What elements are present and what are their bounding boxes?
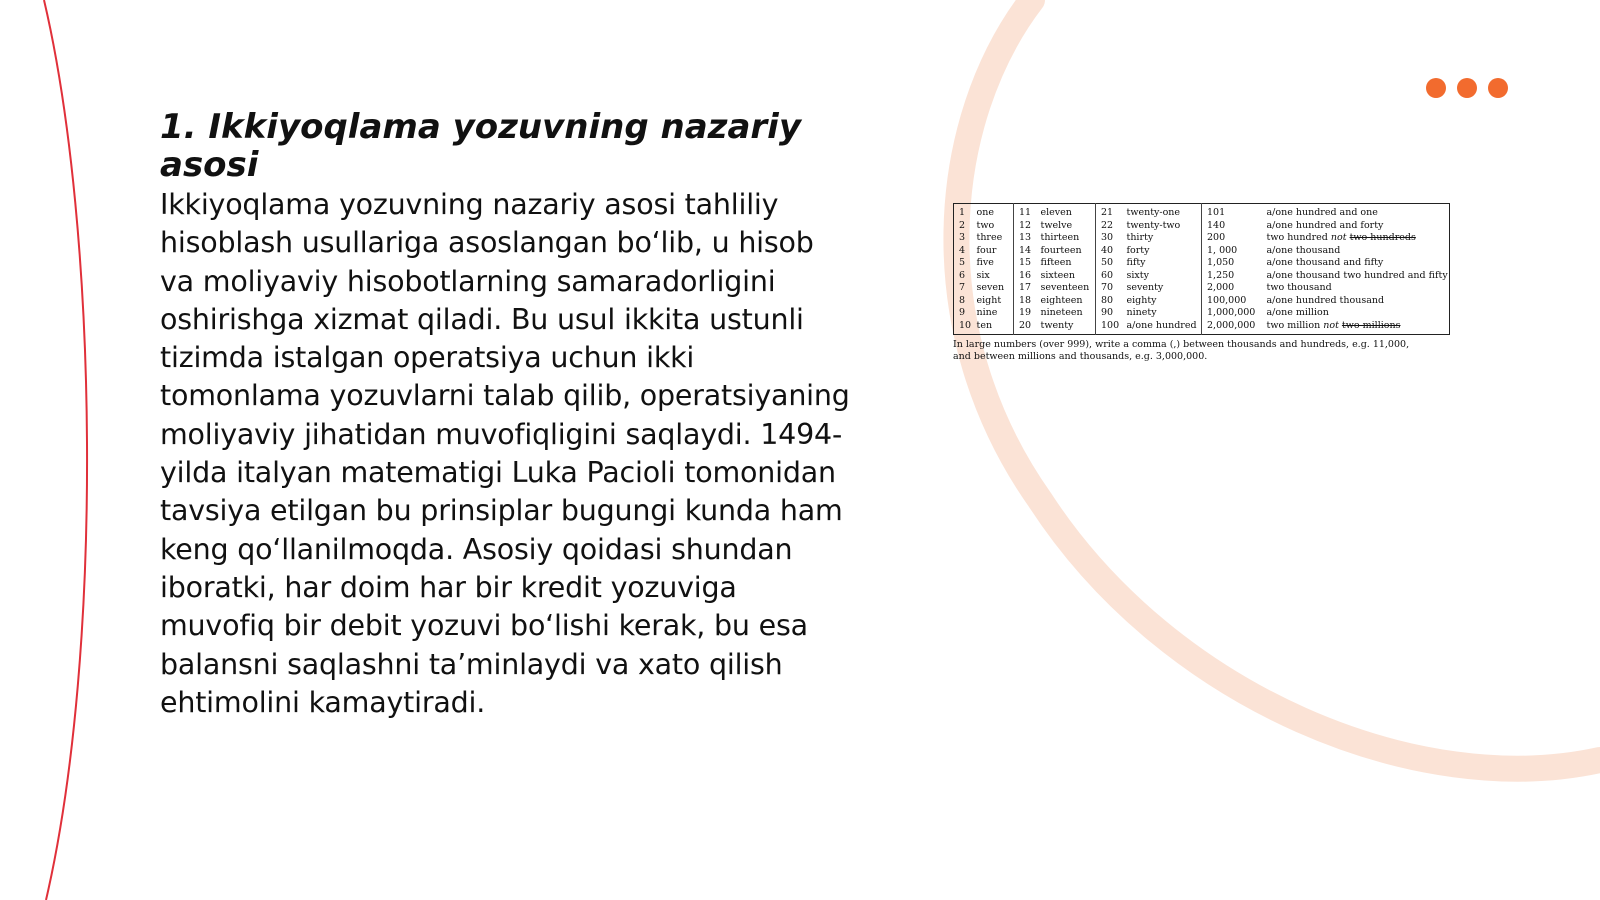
table-cell: 7 <box>959 282 966 293</box>
table-cell: ninety <box>1122 307 1202 320</box>
table-cell: a/one hundred thousand <box>1266 294 1385 306</box>
table-cell: twelve <box>1036 220 1096 233</box>
table-cell: fourteen <box>1036 245 1096 258</box>
table-row <box>954 307 1450 320</box>
number-table-figure <box>953 203 1449 363</box>
table-cell: a/one hundred <box>1122 320 1202 335</box>
not-label: not <box>1330 232 1347 243</box>
table-cell: 60 <box>1101 269 1114 281</box>
table-cell: 100 <box>1101 319 1120 331</box>
table-cell: eight <box>972 295 1014 308</box>
table-cell: 40 <box>1101 244 1114 256</box>
table-row <box>954 232 1450 245</box>
table-cell: nine <box>972 307 1014 320</box>
table-cell: eleven <box>1036 204 1096 220</box>
incorrect-form-text: two millions <box>1341 319 1401 331</box>
table-row <box>954 204 1450 220</box>
table-row <box>954 320 1450 335</box>
table-cell: forty <box>1122 245 1202 258</box>
table-cell: sixty <box>1122 270 1202 283</box>
table-cell: 10 <box>959 319 972 331</box>
table-cell: thirteen <box>1036 232 1096 245</box>
table-cell: ten <box>972 320 1014 335</box>
table-cell: 6 <box>959 269 966 281</box>
not-label: not <box>1323 319 1339 331</box>
table-cell: 11 <box>1019 207 1032 218</box>
table-cell: 2,000 <box>1207 282 1235 293</box>
table-cell: 8 <box>959 294 966 306</box>
decorative-arc <box>956 0 1600 769</box>
table-cell: 17 <box>1019 282 1032 293</box>
table-cell: 15 <box>1019 257 1032 268</box>
table-cell: 100,000 <box>1207 294 1247 306</box>
table-cell: 1,250 <box>1207 269 1235 281</box>
table-cell: 30 <box>1101 232 1114 243</box>
table-cell: fifty <box>1122 257 1202 270</box>
table-cell: 1,000,000 <box>1207 307 1256 318</box>
table-cell: 70 <box>1101 282 1114 293</box>
table-caption: In large numbers (over 999), write a comma (,) between thousands and hundreds, e.g. 11,000, and between millions and thousands, e.g. 3,000,000. <box>953 339 1410 362</box>
table-cell: thirty <box>1122 232 1202 245</box>
left-accent-line <box>44 0 87 900</box>
table-cell: a/one million <box>1266 307 1329 318</box>
table-cell: 16 <box>1019 269 1032 281</box>
table-cell: 1 <box>959 207 966 218</box>
table-row <box>954 220 1450 233</box>
table-cell <box>1262 232 1450 245</box>
table-cell: 14 <box>1019 244 1032 256</box>
table-cell-text: two hundred <box>1266 232 1328 243</box>
table-cell-text: two million <box>1266 319 1321 331</box>
table-row <box>954 270 1450 283</box>
table-cell: 2,000,000 <box>1207 319 1256 331</box>
table-cell: 5 <box>959 257 966 268</box>
table-cell: a/one thousand and fifty <box>1266 257 1384 268</box>
table-cell: twenty <box>1036 320 1096 335</box>
slide-body-text: Ikkiyoqlama yozuvning nazariy asosi tahliliy hisoblash usullariga asoslangan bo‘lib, u hisob va moliyaviy hisobotlarning samaradorligini oshirishga xizmat qiladi. Bu usul ikkita ustunli tizimda istalgan operatsiya uchun ikki tomonlama yozuvlarni talab qilib, operatsiyaning moliyaviy jihatidan muvofiqligini saqlaydi. 1494-yilda italyan matematigi Luka Pacioli tomonidan tavsiya etilgan bu prinsiplar bugungi kunda ham keng qo‘llanilmoqda. Asosiy qoidasi shundan iboratki, har doim har bir kredit yozuviga muvofiq bir debit yozuvi bo‘lishi kerak, bu esa balansni saqlashni ta’minlaydi va xato qilish ehtimolini kamaytiradi. <box>160 188 850 719</box>
table-cell: four <box>972 245 1014 258</box>
table-cell: 200 <box>1207 232 1226 243</box>
table-cell: two thousand <box>1266 282 1332 293</box>
incorrect-form-text: two hundreds <box>1349 232 1416 243</box>
table-cell: 1, 000 <box>1207 244 1238 256</box>
dot-icon <box>1426 78 1446 98</box>
table-cell: eighteen <box>1036 295 1096 308</box>
table-cell: 12 <box>1019 219 1032 231</box>
table-row <box>954 295 1450 308</box>
table-cell: sixteen <box>1036 270 1096 283</box>
number-words-table <box>953 203 1450 335</box>
dots-menu-icon <box>1426 78 1508 98</box>
table-cell: three <box>972 232 1014 245</box>
table-cell: twenty-two <box>1122 220 1202 233</box>
table-cell: 90 <box>1101 307 1114 318</box>
table-cell: 50 <box>1101 257 1114 268</box>
table-cell: seventeen <box>1036 282 1096 295</box>
table-cell: eighty <box>1122 295 1202 308</box>
table-cell: seven <box>972 282 1014 295</box>
table-cell: 19 <box>1019 307 1032 318</box>
table-cell: six <box>972 270 1014 283</box>
table-cell: 4 <box>959 244 966 256</box>
slide-title: 1. Ikkiyoqlama yozuvning nazariy asosi <box>160 107 801 185</box>
table-cell: seventy <box>1122 282 1202 295</box>
table-cell: 2 <box>959 219 966 231</box>
table-cell: 18 <box>1019 294 1032 306</box>
table-cell: 9 <box>959 307 966 318</box>
table-cell <box>1262 320 1450 335</box>
table-cell: two <box>972 220 1014 233</box>
table-cell: 101 <box>1207 207 1226 218</box>
table-cell: 1,050 <box>1207 257 1235 268</box>
table-cell: a/one thousand <box>1266 244 1341 256</box>
table-cell: five <box>972 257 1014 270</box>
table-cell: 22 <box>1101 219 1114 231</box>
dot-icon <box>1488 78 1508 98</box>
table-row <box>954 245 1450 258</box>
table-cell: twenty-one <box>1122 204 1202 220</box>
table-cell: a/one hundred and one <box>1266 207 1378 218</box>
table-row <box>954 257 1450 270</box>
table-cell: one <box>972 204 1014 220</box>
table-cell: a/one thousand two hundred and fifty <box>1266 269 1448 281</box>
table-cell: nineteen <box>1036 307 1096 320</box>
table-cell: 13 <box>1019 232 1032 243</box>
table-cell: a/one hundred and forty <box>1266 219 1384 231</box>
dot-icon <box>1457 78 1477 98</box>
table-cell: 140 <box>1207 219 1226 231</box>
table-cell: 3 <box>959 232 966 243</box>
table-row <box>954 282 1450 295</box>
table-cell: fifteen <box>1036 257 1096 270</box>
table-cell: 20 <box>1019 319 1032 331</box>
table-cell: 80 <box>1101 294 1114 306</box>
table-cell: 21 <box>1101 207 1114 218</box>
